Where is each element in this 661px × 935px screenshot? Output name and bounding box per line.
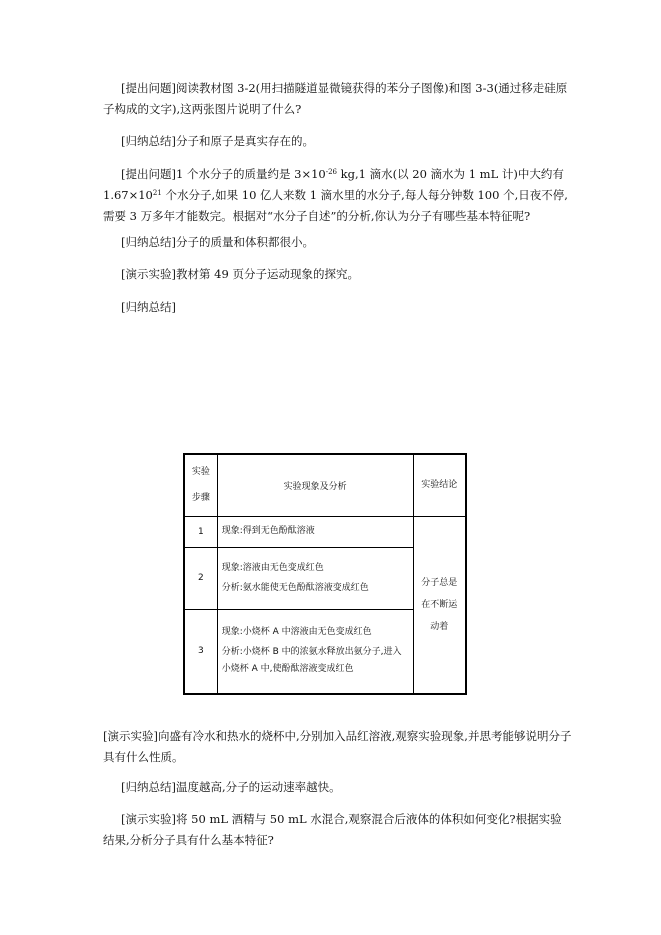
phenomenon-line: 现象:小烧杯 A 中溶液由无色变成红色 — [221, 627, 372, 638]
exponent: 21 — [152, 189, 162, 197]
paragraph-text: 教材第 49 页分子运动现象的探究。 — [176, 267, 359, 281]
demo-paragraph-1: [演示实验]教材第 49 页分子运动现象的探究。 — [121, 267, 359, 281]
section-tag: 提出问题 — [125, 81, 172, 95]
phenomenon-cell — [217, 547, 413, 609]
paragraph-text: 1 个水分子的质量约是 3×10 — [176, 167, 326, 181]
conclusion-cell: 分子总是在不断运动着 — [413, 516, 466, 694]
paragraph-text: 个水分子,如果 10 亿人来数 1 滴水里的水分子,每人每分钟数 100 个,日夜不停,需要 3 万多年才能数完。根据对“水分子自述”的分析,你认为分子有哪些基本特征呢? — [103, 188, 568, 223]
section-tag: 演示实验 — [107, 729, 154, 743]
demo-paragraph-3: [演示实验]将 50 mL 酒精与 50 mL 水混合,观察混合后液体的体积如何变化?根据实验结果,分析分子具有什么基本特征? — [103, 812, 562, 847]
section-tag: 演示实验 — [125, 812, 172, 826]
phenomenon-line: 现象:溶液由无色变成红色 — [221, 562, 324, 573]
phenomenon-line: 现象:得到无色酚酞溶液 — [221, 526, 315, 536]
section-tag: 归纳总结 — [125, 235, 172, 249]
section-tag: 归纳总结 — [125, 780, 172, 794]
phenomenon-cell — [217, 609, 413, 694]
paragraph-text: 阅读教材图 3-2(用扫描隧道显微镜获得的苯分子图像)和图 3-3(通过移走硅原子构成的文字),这两张图片说明了什么? — [103, 81, 568, 116]
section-tag: 归纳总结 — [125, 134, 172, 148]
paragraph-text: 分子的质量和体积都很小。 — [176, 235, 314, 249]
table-row — [184, 516, 466, 547]
paragraph-text: 将 50 mL 酒精与 50 mL 水混合,观察混合后液体的体积如何变化?根据实验结果,分析分子具有什么基本特征? — [103, 812, 562, 847]
section-tag: 提出问题 — [125, 167, 172, 181]
question-paragraph-2: [提出问题]1 个水分子的质量约是 $3\times 10^{-26}$ kg,1 滴水(以 20 滴水为 1 mL 计)中大约有 $1.67\times 10^{21}$ 个水分子,如果 10 亿人来数 1 滴水里的水分子,每人每分钟数 100 个,日夜不停,需要 3 万多年才能数完。根据对“水分子自述”的分析,你认为分子有哪些基本特征呢? — [103, 167, 568, 223]
demo-paragraph-2: [演示实验]向盛有冷水和热水的烧杯中,分别加入品红溶液,观察实验现象,并思考能够说明分子具有什么性质。 — [103, 729, 572, 764]
paragraph-text: 温度越高,分子的运动速率越快。 — [176, 780, 341, 794]
summary-paragraph-1: [归纳总结]分子和原子是真实存在的。 — [121, 134, 314, 148]
summary-paragraph-4: [归纳总结]温度越高,分子的运动速率越快。 — [121, 780, 341, 794]
analysis-line: 分析:小烧杯 B 中的浓氨水释放出氨分子,进入小烧杯 A 中,使酚酞溶液变成红色 — [221, 647, 402, 675]
paragraph-text: kg,1 滴水(以 20 滴水为 1 mL 计)中大约有 1.67×10 — [103, 167, 564, 202]
summary-paragraph-2: [归纳总结]分子的质量和体积都很小。 — [121, 235, 314, 249]
exponent: -26 — [325, 168, 337, 176]
step-number: 3 — [184, 609, 217, 694]
paragraph-text: 分子和原子是真实存在的。 — [176, 134, 314, 148]
phenomenon-cell — [217, 516, 413, 547]
step-number: 2 — [184, 547, 217, 609]
question-paragraph-1: [提出问题]阅读教材图 3-2(用扫描隧道显微镜获得的苯分子图像)和图 3-3(通过移走硅原子构成的文字),这两张图片说明了什么? — [103, 81, 568, 116]
analysis-line: 分析:氨水能使无色酚酞溶液变成红色 — [221, 582, 369, 593]
section-tag: 归纳总结 — [125, 300, 172, 314]
header-phenomenon: 实验现象及分析 — [217, 454, 413, 516]
summary-paragraph-3: [归纳总结] — [121, 300, 176, 314]
section-tag: 演示实验 — [125, 267, 172, 281]
paragraph-text: 向盛有冷水和热水的烧杯中,分别加入品红溶液,观察实验现象,并思考能够说明分子具有什么性质。 — [103, 729, 572, 764]
header-conclusion: 实验结论 — [413, 454, 466, 516]
experiment-table — [183, 453, 467, 695]
header-step: 实验步骤 — [184, 454, 217, 516]
step-number: 1 — [184, 516, 217, 547]
table-header-row — [184, 454, 466, 516]
